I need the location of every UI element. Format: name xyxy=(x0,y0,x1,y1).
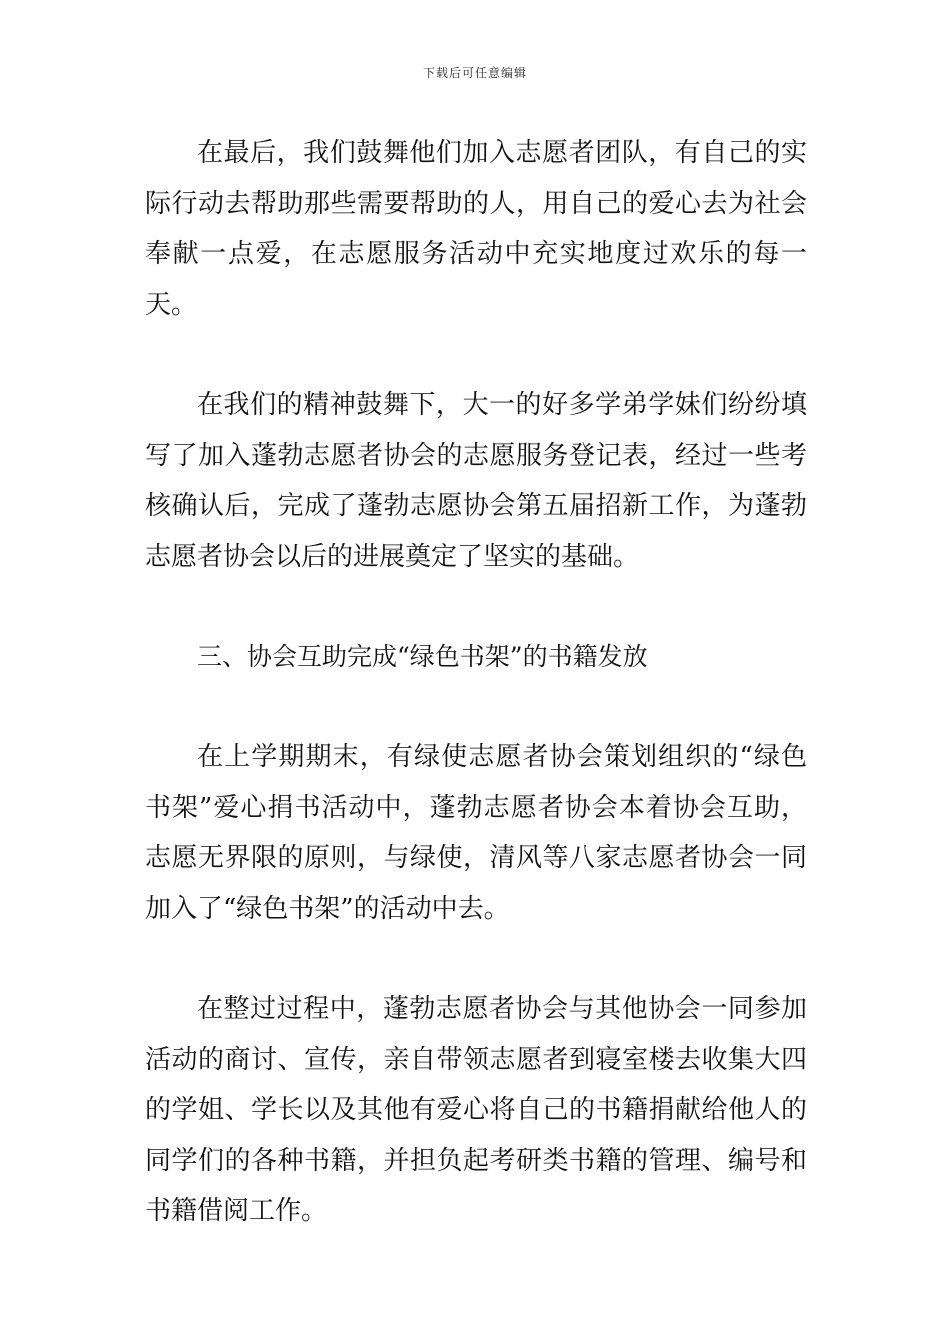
section-heading: 三、协会互助完成“绿色书架”的书籍发放 xyxy=(197,642,648,671)
header-note: 下载后可任意编辑 xyxy=(422,66,527,80)
document-body xyxy=(145,128,807,1237)
paragraph-gap xyxy=(145,682,807,732)
paragraph-encourage-volunteers: 在最后，我们鼓舞他们加入志愿者团队，有自己的实际行动去帮助那些需要帮助的人，用自己的爱心去为社会奉献一点爱，在志愿服务活动中充实地度过欢乐的每一天。 xyxy=(145,138,807,320)
paragraph-recruitment: 在我们的精神鼓舞下，大一的好多学弟学妹们纷纷填写了加入蓬勃志愿者协会的志愿服务登记表，经过一些考核确认后，完成了蓬勃志愿协会第五届招新工作，为蓬勃志愿者协会以后的进展奠定了坚实的基础。 xyxy=(145,390,807,572)
paragraph-gap xyxy=(145,582,807,632)
paragraph-green-bookshelf: 在上学期期末，有绿使志愿者协会策划组织的“绿色书架”爱心捐书活动中，蓬勃志愿者协会本着协会互助，志愿无界限的原则，与绿使，清风等八家志愿者协会一同加入了“绿色书架”的活动中去。 xyxy=(145,742,807,924)
paragraph-gap xyxy=(145,330,807,380)
paragraph-process: 在整过过程中，蓬勃志愿者协会与其他协会一同参加活动的商讨、宣传，亲自带领志愿者到寝室楼去收集大四的学姐、学长以及其他有爱心将自己的书籍捐献给他人的同学们的各种书籍，并担负起考研类书籍的管理、编号和书籍借阅工作。 xyxy=(145,994,807,1226)
paragraph-gap xyxy=(145,934,807,984)
